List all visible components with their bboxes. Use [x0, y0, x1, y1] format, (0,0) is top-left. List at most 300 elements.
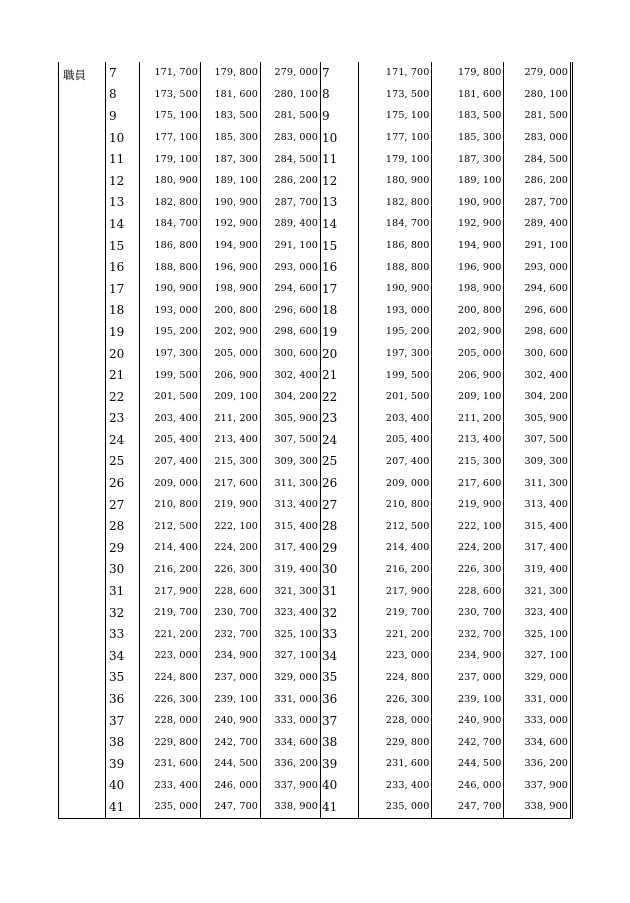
- salary-amount-cell: 199, 500: [359, 364, 432, 386]
- table-row: [317, 127, 572, 149]
- salary-amount-cell: 296, 600: [261, 300, 321, 322]
- grade-step-cell: 37: [106, 710, 140, 732]
- salary-amount-cell: 182, 800: [140, 192, 201, 214]
- table-row: [317, 731, 572, 753]
- grade-step-cell: 16: [106, 256, 140, 278]
- salary-amount-cell: 205, 000: [432, 343, 504, 365]
- grade-step-cell: 16: [317, 256, 359, 278]
- grade-step-cell: 29: [317, 537, 359, 559]
- table-row: [317, 256, 572, 278]
- grade-step-cell: 37: [317, 710, 359, 732]
- grade-step-cell: 35: [317, 667, 359, 689]
- grade-step-cell: 28: [106, 515, 140, 537]
- salary-amount-cell: 194, 900: [201, 235, 261, 257]
- salary-amount-cell: 217, 600: [432, 472, 504, 494]
- salary-amount-cell: 190, 900: [140, 278, 201, 300]
- salary-amount-cell: 304, 200: [261, 386, 321, 408]
- salary-amount-cell: 219, 900: [201, 494, 261, 516]
- salary-amount-cell: 279, 000: [524, 67, 568, 79]
- salary-amount-cell: 202, 900: [432, 321, 504, 343]
- table-row: [317, 775, 572, 797]
- salary-amount-cell: 209, 000: [359, 472, 432, 494]
- salary-amount-cell: 207, 400: [140, 451, 201, 473]
- salary-amount-cell: 189, 100: [201, 170, 261, 192]
- salary-amount-cell: 209, 000: [140, 472, 201, 494]
- grade-step-cell: 33: [317, 623, 359, 645]
- salary-amount-cell: 211, 200: [432, 408, 504, 430]
- table-row: [317, 602, 572, 624]
- table-row: [317, 170, 572, 192]
- grade-step-cell: 25: [106, 451, 140, 473]
- table-row: [317, 494, 572, 516]
- grade-step-cell: 33: [106, 623, 140, 645]
- salary-amount-cell: 210, 800: [359, 494, 432, 516]
- table-row: [317, 364, 572, 386]
- salary-amount-cell: 327, 100: [524, 650, 568, 662]
- salary-amount-cell: 304, 200: [524, 391, 568, 403]
- salary-amount-cell: 319, 400: [261, 559, 321, 581]
- salary-amount-cell: 233, 400: [359, 775, 432, 797]
- salary-amount-cell: 202, 900: [201, 321, 261, 343]
- grade-step-cell: 31: [106, 580, 140, 602]
- salary-amount-cell: 336, 200: [261, 753, 321, 775]
- salary-amount-cell: 217, 900: [359, 580, 432, 602]
- salary-amount-cell: 319, 400: [524, 563, 568, 575]
- salary-amount-cell: 229, 800: [140, 731, 201, 753]
- salary-amount-cell: 190, 900: [432, 192, 504, 214]
- salary-amount-cell: 291, 100: [524, 240, 568, 252]
- salary-amount-cell: 189, 100: [432, 170, 504, 192]
- salary-amount-cell: 184, 700: [140, 213, 201, 235]
- salary-amount-cell: 307, 500: [261, 429, 321, 451]
- grade-step-cell: 27: [317, 494, 359, 516]
- salary-amount-cell: 240, 900: [432, 710, 504, 732]
- salary-amount-cell: 247, 700: [201, 796, 261, 818]
- salary-amount-cell: 329, 000: [261, 667, 321, 689]
- grade-step-cell: 34: [317, 645, 359, 667]
- salary-amount-cell: 296, 600: [524, 304, 568, 316]
- salary-amount-cell: 323, 400: [524, 607, 568, 619]
- salary-amount-cell: 293, 000: [261, 256, 321, 278]
- salary-amount-cell: 183, 500: [432, 105, 504, 127]
- salary-amount-cell: 309, 300: [261, 451, 321, 473]
- table-row: [317, 408, 572, 430]
- grade-step-cell: 13: [106, 192, 140, 214]
- salary-amount-cell: 188, 800: [359, 256, 432, 278]
- salary-amount-cell: 228, 000: [359, 710, 432, 732]
- salary-amount-cell: 246, 000: [201, 775, 261, 797]
- grade-step-cell: 19: [317, 321, 359, 343]
- salary-amount-cell: 224, 200: [201, 537, 261, 559]
- grade-step-cell: 30: [106, 559, 140, 581]
- grade-step-cell: 12: [317, 170, 359, 192]
- grade-step-cell: 36: [106, 688, 140, 710]
- salary-amount-cell: 280, 100: [261, 84, 321, 106]
- salary-amount-cell: 215, 300: [201, 451, 261, 473]
- salary-amount-cell: 201, 500: [140, 386, 201, 408]
- salary-amount-cell: 214, 400: [140, 537, 201, 559]
- salary-amount-cell: 231, 600: [140, 753, 201, 775]
- grade-step-cell: 40: [317, 775, 359, 797]
- table-row: [317, 300, 572, 322]
- salary-amount-cell: 338, 900: [261, 796, 321, 818]
- grade-step-cell: 14: [106, 213, 140, 235]
- salary-amount-cell: 192, 900: [201, 213, 261, 235]
- grade-step-cell: 22: [317, 386, 359, 408]
- grade-step-cell: 8: [106, 84, 140, 106]
- grade-step-cell: 40: [106, 775, 140, 797]
- salary-amount-cell: 281, 500: [524, 110, 568, 122]
- grade-step-cell: 41: [317, 796, 359, 818]
- salary-amount-cell: 222, 100: [201, 515, 261, 537]
- salary-amount-cell: 247, 700: [432, 796, 504, 818]
- grade-step-cell: 14: [317, 213, 359, 235]
- salary-amount-cell: 222, 100: [432, 515, 504, 537]
- salary-amount-cell: 200, 800: [432, 300, 504, 322]
- salary-amount-cell: 192, 900: [432, 213, 504, 235]
- table-row: [317, 537, 572, 559]
- salary-amount-cell: 217, 600: [201, 472, 261, 494]
- salary-amount-cell: 233, 400: [140, 775, 201, 797]
- salary-amount-cell: 180, 900: [140, 170, 201, 192]
- salary-amount-cell: 214, 400: [359, 537, 432, 559]
- salary-amount-cell: 228, 000: [140, 710, 201, 732]
- salary-amount-cell: 205, 400: [140, 429, 201, 451]
- grade-step-cell: 24: [317, 429, 359, 451]
- salary-table-left: [58, 62, 321, 819]
- salary-amount-cell: 219, 700: [140, 602, 201, 624]
- salary-amount-cell: 331, 000: [524, 693, 568, 705]
- salary-amount-cell: 179, 100: [140, 148, 201, 170]
- salary-amount-cell: 187, 300: [201, 148, 261, 170]
- salary-amount-cell: 302, 400: [261, 364, 321, 386]
- salary-amount-cell: 325, 100: [261, 623, 321, 645]
- salary-amount-cell: 281, 500: [261, 105, 321, 127]
- grade-step-cell: 27: [106, 494, 140, 516]
- table-row: [317, 667, 572, 689]
- salary-amount-cell: 215, 300: [432, 451, 504, 473]
- salary-amount-cell: 213, 400: [201, 429, 261, 451]
- table-row: [317, 580, 572, 602]
- salary-amount-cell: 302, 400: [524, 369, 568, 381]
- grade-step-cell: 36: [317, 688, 359, 710]
- salary-amount-cell: 181, 600: [201, 84, 261, 106]
- salary-amount-cell: 315, 400: [261, 515, 321, 537]
- grade-step-cell: 17: [106, 278, 140, 300]
- salary-amount-cell: 237, 000: [432, 667, 504, 689]
- salary-amount-cell: 333, 000: [261, 710, 321, 732]
- table-row: [317, 235, 572, 257]
- salary-amount-cell: 188, 800: [140, 256, 201, 278]
- salary-amount-cell: 175, 100: [140, 105, 201, 127]
- salary-amount-cell: 293, 000: [524, 261, 568, 273]
- grade-step-cell: 8: [317, 84, 359, 106]
- grade-step-cell: 30: [317, 559, 359, 581]
- salary-amount-cell: 338, 900: [524, 801, 568, 813]
- table-row: [317, 213, 572, 235]
- salary-amount-cell: 209, 100: [432, 386, 504, 408]
- grade-step-cell: 10: [317, 127, 359, 149]
- grade-step-cell: 38: [317, 731, 359, 753]
- salary-amount-cell: 331, 000: [261, 688, 321, 710]
- salary-amount-cell: 283, 000: [261, 127, 321, 149]
- salary-amount-cell: 321, 300: [261, 580, 321, 602]
- grade-step-cell: 11: [317, 148, 359, 170]
- salary-amount-cell: 197, 300: [140, 343, 201, 365]
- salary-amount-cell: 287, 700: [261, 192, 321, 214]
- salary-amount-cell: 315, 400: [524, 520, 568, 532]
- salary-amount-cell: 307, 500: [524, 434, 568, 446]
- salary-amount-cell: 196, 900: [432, 256, 504, 278]
- salary-amount-cell: 201, 500: [359, 386, 432, 408]
- salary-amount-cell: 334, 600: [524, 736, 568, 748]
- salary-amount-cell: 223, 000: [359, 645, 432, 667]
- salary-amount-cell: 298, 600: [524, 326, 568, 338]
- salary-amount-cell: 185, 300: [201, 127, 261, 149]
- salary-amount-cell: 230, 700: [201, 602, 261, 624]
- salary-amount-cell: 321, 300: [524, 585, 568, 597]
- salary-amount-cell: 211, 200: [201, 408, 261, 430]
- salary-amount-cell: 286, 200: [524, 175, 568, 187]
- grade-step-cell: 18: [317, 300, 359, 322]
- grade-step-cell: 23: [317, 408, 359, 430]
- table-row: [317, 386, 572, 408]
- grade-step-cell: 34: [106, 645, 140, 667]
- salary-amount-cell: 200, 800: [201, 300, 261, 322]
- grade-step-cell: 7: [106, 62, 140, 84]
- salary-amount-cell: 284, 500: [261, 148, 321, 170]
- salary-amount-cell: 181, 600: [432, 84, 504, 106]
- salary-amount-cell: 198, 900: [432, 278, 504, 300]
- grade-step-cell: 13: [317, 192, 359, 214]
- salary-amount-cell: 224, 200: [432, 537, 504, 559]
- salary-amount-cell: 177, 100: [359, 127, 432, 149]
- salary-amount-cell: 246, 000: [432, 775, 504, 797]
- salary-amount-cell: 287, 700: [524, 196, 568, 208]
- grade-step-cell: 22: [106, 386, 140, 408]
- grade-step-cell: 29: [106, 537, 140, 559]
- salary-amount-cell: 311, 300: [524, 477, 568, 489]
- table-row: [317, 710, 572, 732]
- salary-amount-cell: 317, 400: [524, 542, 568, 554]
- salary-amount-cell: 230, 700: [432, 602, 504, 624]
- salary-amount-cell: 171, 700: [359, 62, 432, 84]
- grade-step-cell: 39: [106, 753, 140, 775]
- salary-amount-cell: 179, 800: [432, 62, 504, 84]
- salary-amount-cell: 323, 400: [261, 602, 321, 624]
- salary-amount-cell: 226, 300: [432, 559, 504, 581]
- salary-amount-cell: 195, 200: [359, 321, 432, 343]
- salary-amount-cell: 231, 600: [359, 753, 432, 775]
- salary-amount-cell: 205, 000: [201, 343, 261, 365]
- salary-amount-cell: 186, 800: [359, 235, 432, 257]
- salary-amount-cell: 280, 100: [524, 88, 568, 100]
- salary-amount-cell: 228, 600: [201, 580, 261, 602]
- grade-step-cell: 32: [106, 602, 140, 624]
- table-row: [317, 645, 572, 667]
- table-row: [317, 753, 572, 775]
- salary-amount-cell: 173, 500: [140, 84, 201, 106]
- grade-step-cell: 15: [317, 235, 359, 257]
- grade-step-cell: 12: [106, 170, 140, 192]
- salary-amount-cell: 179, 100: [359, 148, 432, 170]
- salary-amount-cell: 289, 400: [261, 213, 321, 235]
- grade-step-cell: 21: [317, 364, 359, 386]
- salary-amount-cell: 173, 500: [359, 84, 432, 106]
- grade-step-cell: 26: [317, 472, 359, 494]
- salary-amount-cell: 237, 000: [201, 667, 261, 689]
- salary-amount-cell: 213, 400: [432, 429, 504, 451]
- salary-amount-cell: 194, 900: [432, 235, 504, 257]
- grade-step-cell: 25: [317, 451, 359, 473]
- salary-amount-cell: 209, 100: [201, 386, 261, 408]
- salary-amount-cell: 244, 500: [432, 753, 504, 775]
- salary-amount-cell: 193, 000: [359, 300, 432, 322]
- salary-amount-cell: 212, 500: [359, 515, 432, 537]
- salary-amount-cell: 180, 900: [359, 170, 432, 192]
- salary-amount-cell: 313, 400: [261, 494, 321, 516]
- salary-amount-cell: 212, 500: [140, 515, 201, 537]
- salary-amount-cell: 336, 200: [524, 758, 568, 770]
- grade-step-cell: 38: [106, 731, 140, 753]
- salary-amount-cell: 300, 600: [524, 348, 568, 360]
- grade-step-cell: 9: [317, 105, 359, 127]
- salary-amount-cell: 182, 800: [359, 192, 432, 214]
- salary-amount-cell: 226, 300: [140, 688, 201, 710]
- salary-amount-cell: 175, 100: [359, 105, 432, 127]
- salary-amount-cell: 224, 800: [140, 667, 201, 689]
- salary-amount-cell: 305, 900: [524, 412, 568, 424]
- table-row: [317, 192, 572, 214]
- table-row: [317, 343, 572, 365]
- salary-amount-cell: 279, 000: [261, 62, 321, 84]
- salary-amount-cell: 203, 400: [140, 408, 201, 430]
- salary-amount-cell: 203, 400: [359, 408, 432, 430]
- grade-step-cell: 26: [106, 472, 140, 494]
- salary-amount-cell: 226, 300: [201, 559, 261, 581]
- grade-step-cell: 17: [317, 278, 359, 300]
- table-row: [317, 84, 572, 106]
- salary-amount-cell: 300, 600: [261, 343, 321, 365]
- salary-amount-cell: 232, 700: [432, 623, 504, 645]
- salary-amount-cell: 223, 000: [140, 645, 201, 667]
- salary-amount-cell: 283, 000: [524, 132, 568, 144]
- salary-amount-cell: 240, 900: [201, 710, 261, 732]
- grade-step-cell: 20: [106, 343, 140, 365]
- salary-amount-cell: 219, 900: [432, 494, 504, 516]
- salary-amount-cell: 217, 900: [140, 580, 201, 602]
- salary-amount-cell: 207, 400: [359, 451, 432, 473]
- grade-step-cell: 10: [106, 127, 140, 149]
- salary-amount-cell: 183, 500: [201, 105, 261, 127]
- table-row: [317, 472, 572, 494]
- salary-amount-cell: 329, 000: [524, 671, 568, 683]
- salary-amount-cell: 235, 000: [140, 796, 201, 818]
- salary-amount-cell: 242, 700: [201, 731, 261, 753]
- grade-step-cell: 32: [317, 602, 359, 624]
- table-row: [317, 623, 572, 645]
- grade-step-cell: 11: [106, 148, 140, 170]
- grade-step-cell: 41: [106, 796, 140, 818]
- grade-step-cell: 21: [106, 364, 140, 386]
- salary-amount-cell: 193, 000: [140, 300, 201, 322]
- salary-amount-cell: 185, 300: [432, 127, 504, 149]
- salary-amount-cell: 284, 500: [524, 153, 568, 165]
- salary-amount-cell: 337, 900: [524, 779, 568, 791]
- grade-step-cell: 24: [106, 429, 140, 451]
- salary-amount-cell: 309, 300: [524, 455, 568, 467]
- salary-amount-cell: 190, 900: [201, 192, 261, 214]
- salary-amount-cell: 239, 100: [432, 688, 504, 710]
- grade-step-cell: 18: [106, 300, 140, 322]
- salary-amount-cell: 210, 800: [140, 494, 201, 516]
- salary-amount-cell: 197, 300: [359, 343, 432, 365]
- salary-amount-cell: 229, 800: [359, 731, 432, 753]
- grade-step-cell: 15: [106, 235, 140, 257]
- salary-amount-cell: 334, 600: [261, 731, 321, 753]
- table-row: [317, 688, 572, 710]
- salary-amount-cell: 179, 800: [201, 62, 261, 84]
- salary-amount-cell: 221, 200: [359, 623, 432, 645]
- table-row: [317, 796, 572, 818]
- table-row: [317, 515, 572, 537]
- salary-amount-cell: 333, 000: [524, 715, 568, 727]
- grade-step-cell: 7: [317, 62, 359, 84]
- salary-amount-cell: 206, 900: [201, 364, 261, 386]
- salary-amount-cell: 313, 400: [524, 499, 568, 511]
- salary-amount-cell: 305, 900: [261, 408, 321, 430]
- salary-amount-cell: 291, 100: [261, 235, 321, 257]
- salary-amount-cell: 205, 400: [359, 429, 432, 451]
- salary-amount-cell: 239, 100: [201, 688, 261, 710]
- salary-table-right: [317, 62, 573, 819]
- salary-amount-cell: 187, 300: [432, 148, 504, 170]
- grade-step-cell: 35: [106, 667, 140, 689]
- grade-step-cell: 28: [317, 515, 359, 537]
- table-row: [317, 321, 572, 343]
- salary-amount-cell: 242, 700: [432, 731, 504, 753]
- grade-step-cell: 23: [106, 408, 140, 430]
- salary-amount-cell: 289, 400: [524, 218, 568, 230]
- salary-amount-cell: 195, 200: [140, 321, 201, 343]
- salary-amount-cell: 294, 600: [524, 283, 568, 295]
- table-row: [317, 451, 572, 473]
- salary-amount-cell: 325, 100: [524, 628, 568, 640]
- table-row: [317, 62, 572, 84]
- salary-amount-cell: 337, 900: [261, 775, 321, 797]
- table-row: [317, 559, 572, 581]
- grade-step-cell: 20: [317, 343, 359, 365]
- salary-amount-cell: 219, 700: [359, 602, 432, 624]
- salary-amount-cell: 234, 900: [432, 645, 504, 667]
- grade-step-cell: 19: [106, 321, 140, 343]
- salary-amount-cell: 171, 700: [140, 62, 201, 84]
- salary-amount-cell: 232, 700: [201, 623, 261, 645]
- salary-amount-cell: 221, 200: [140, 623, 201, 645]
- table-row: [59, 62, 321, 84]
- salary-amount-cell: 244, 500: [201, 753, 261, 775]
- salary-amount-cell: 216, 200: [140, 559, 201, 581]
- salary-amount-cell: 216, 200: [359, 559, 432, 581]
- salary-amount-cell: 327, 100: [261, 645, 321, 667]
- salary-amount-cell: 206, 900: [432, 364, 504, 386]
- category-label: 職員: [59, 62, 106, 818]
- salary-amount-cell: 317, 400: [261, 537, 321, 559]
- salary-amount-cell: 198, 900: [201, 278, 261, 300]
- grade-step-cell: 31: [317, 580, 359, 602]
- grade-step-cell: 39: [317, 753, 359, 775]
- salary-amount-cell: 298, 600: [261, 321, 321, 343]
